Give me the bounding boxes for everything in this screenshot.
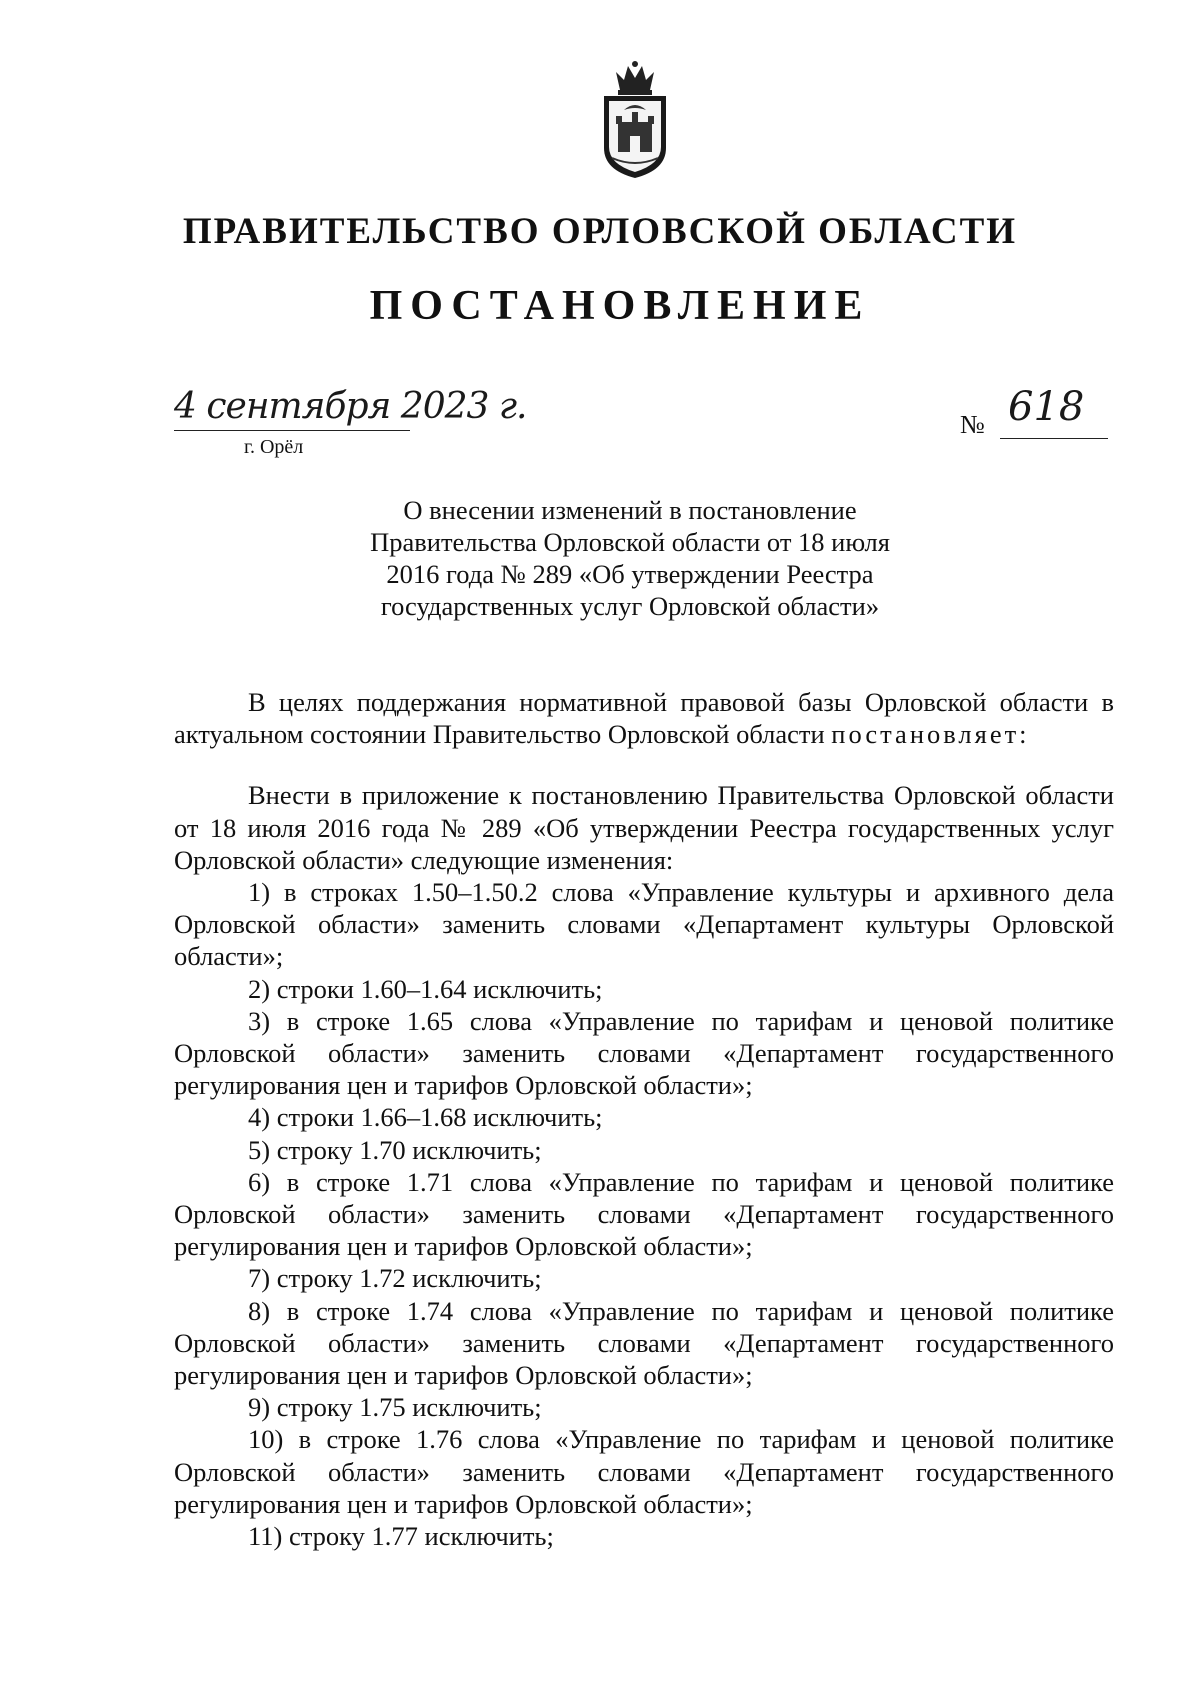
- government-title: ПРАВИТЕЛЬСТВО ОРЛОВСКОЙ ОБЛАСТИ: [182, 211, 1018, 252]
- paragraph-gap: [174, 750, 1114, 779]
- subject-line: О внесении изменений в постановление: [403, 495, 857, 525]
- number-label: №: [960, 410, 985, 439]
- amendment-item: 5) строку 1.70 исключить;: [248, 1134, 542, 1165]
- handwritten-date: 4 сентября 2023 г.: [174, 386, 527, 427]
- amendment-item: 8) в строке 1.74 слова «Управление по тарифам и ценовой политике Орловской области» заменить словами «Департамент государственного регулирования цен и тарифов Орловской области»;: [174, 1295, 1114, 1391]
- document-subject: [330, 494, 930, 622]
- amendment-item: 9) строку 1.75 исключить;: [248, 1392, 542, 1423]
- handwritten-number: 618: [1008, 384, 1085, 430]
- amendment-item: 2) строки 1.60–1.64 исключить;: [248, 973, 603, 1004]
- amendment-item: 4) строки 1.66–1.68 исключить;: [248, 1102, 603, 1133]
- intro-paragraph: Внести в приложение к постановлению Правительства Орловской области от 18 июля 2016 года № 289 «Об утверждении Реестра государственных услуг Орловской области» следующие изменения:: [174, 780, 1114, 875]
- subject-line: государственных услуг Орловской области»: [380, 591, 880, 621]
- number-underline: [1000, 438, 1108, 439]
- amendment-item: 6) в строке 1.71 слова «Управление по тарифам и ценовой политике Орловской области» заменить словами «Департамент государственного регулирования цен и тарифов Орловской области»;: [174, 1166, 1114, 1262]
- coat-of-arms-icon: [598, 60, 672, 180]
- preamble-paragraph: [174, 686, 1114, 750]
- date-field: [174, 386, 527, 436]
- coat-of-arms-emblem: [598, 60, 672, 180]
- amendment-item: 3) в строке 1.65 слова «Управление по тарифам и ценовой политике Орловской области» заменить словами «Департамент государственного регулирования цен и тарифов Орловской области»;: [174, 1005, 1114, 1101]
- amendment-item: 10) в строке 1.76 слова «Управление по тарифам и ценовой политике Орловской области» заменить словами «Департамент государственного регулирования цен и тарифов Орловской области»;: [174, 1424, 1114, 1519]
- document-body: [174, 686, 1114, 1552]
- amendment-item: 1) в строках 1.50–1.50.2 слова «Управление культуры и архивного дела Орловской области» заменить словами «Департамент культуры Орловской области»;: [174, 877, 1114, 972]
- subject-line: Правительства Орловской области от 18 июля: [370, 527, 890, 557]
- date-underline: [174, 430, 410, 431]
- preamble-text: В целях поддержания нормативной правовой базы Орловской области в актуальном состоянии Правительство Орловской области: [174, 687, 1114, 750]
- subject-line: 2016 года № 289 «Об утверждении Реестра: [386, 559, 874, 589]
- city-label: г. Орёл: [244, 436, 304, 458]
- amendment-item: 11) строку 1.77 исключить;: [248, 1521, 554, 1552]
- document-type-title: ПОСТАНОВЛЕНИЕ: [369, 283, 871, 329]
- resolves-word: постановляет:: [831, 719, 1030, 750]
- amendment-item: 7) строку 1.72 исключить;: [248, 1263, 542, 1294]
